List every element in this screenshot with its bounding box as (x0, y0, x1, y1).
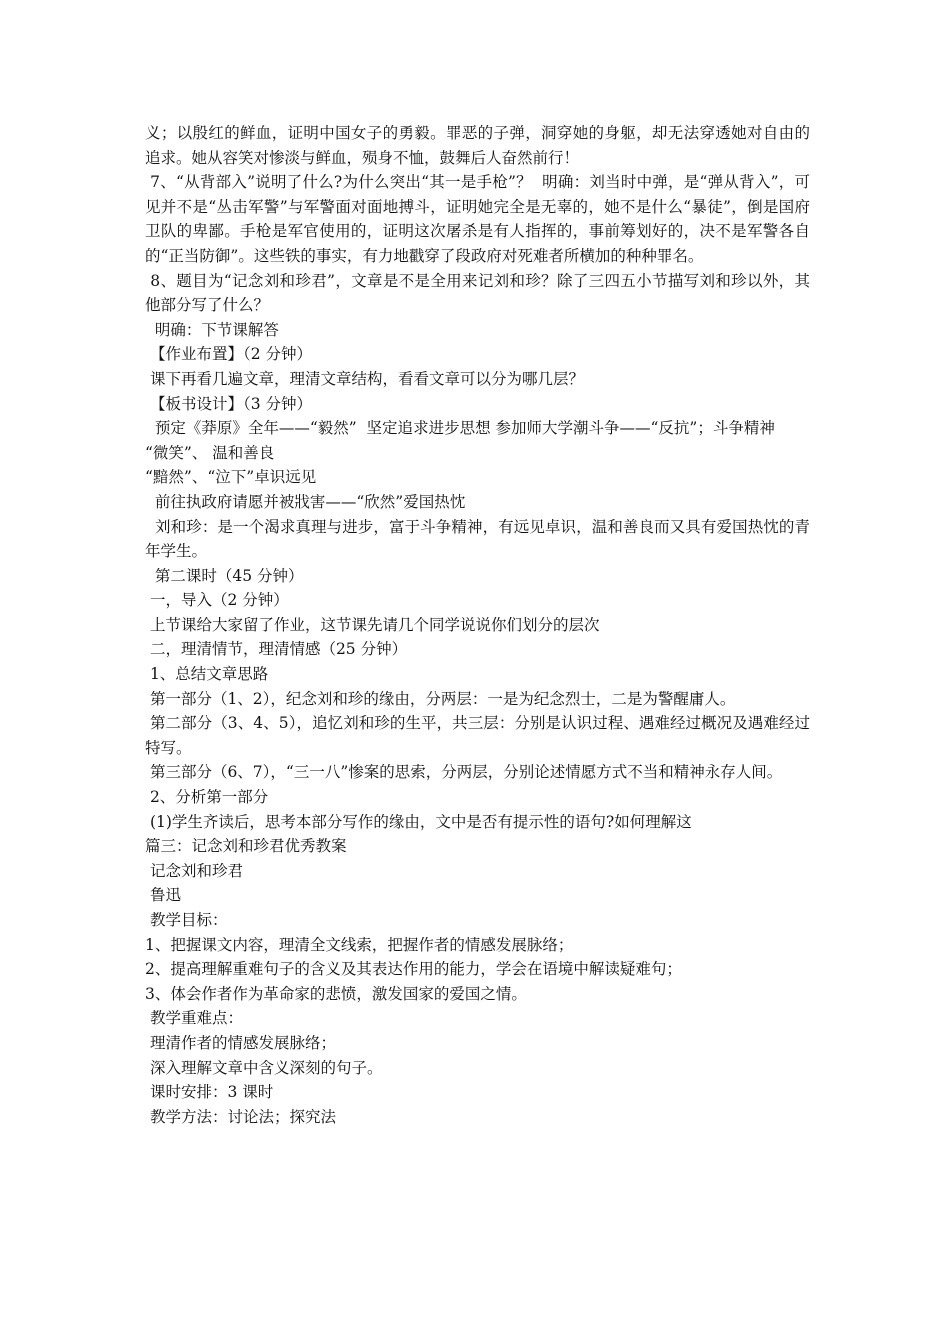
paragraph: “微笑”、 温和善良 (145, 443, 275, 462)
paragraph: 3、体会作者作为革命家的悲愤，激发国家的爱国之情。 (145, 984, 527, 1003)
paragraph: 2、提高理解重难句子的含义及其表达作用的能力，学会在语境中解读疑难句； (145, 960, 682, 979)
paragraph: 课时安排：3 课时 (145, 1083, 274, 1102)
paragraph: 教学重难点： (145, 1009, 243, 1028)
paragraph: 理清作者的情感发展脉络； (145, 1033, 336, 1052)
paragraph: 前往执政府请愿并被戕害——“欣然”爱国热忱 (145, 492, 466, 511)
paragraph: 1、总结文章思路 (145, 665, 269, 684)
section-heading: 第二课时（45 分钟） (145, 566, 304, 585)
paragraph: 2、分析第一部分 (145, 788, 269, 807)
document-body (145, 121, 810, 1129)
paragraph: 第二部分（3、4、5），追忆刘和珍的生平，共三层：分别是认识过程、遇难经过概况及遇难经过特写。 (145, 714, 810, 757)
paragraph: 明确：下节课解答 (145, 320, 279, 339)
paragraph: 第一部分（1、2），纪念刘和珍的缘由，分两层：一是为纪念烈士，二是为警醒庸人。 (145, 689, 736, 708)
paragraph: 深入理解文章中含义深刻的句子。 (145, 1058, 383, 1077)
paragraph: 1、把握课文内容，理清全文线索，把握作者的情感发展脉络； (145, 935, 574, 954)
paragraph: 教学目标： (145, 911, 228, 929)
paragraph: 7、“从背部入”说明了什么?为什么突出“其一是手枪”？ 明确：刘当时中弹，是“弹从背入”，可见并不是“丛击军警”与军警面对面地搏斗，证明她完全是无辜的，她不是什么“暴徒”，倒是国府卫队的卑鄙。手枪是军官使用的，证明这次屠杀是有人指挥的，事前筹划好的，决不是军警各自的“正当防御”。这些铁的事实，有力地戳穿了段政府对死难者所横加的种种罪名。 (145, 173, 810, 265)
section-heading: 【作业布置】（2 分钟） (145, 345, 312, 364)
paragraph: 教学方法：讨论法；探究法 (145, 1107, 336, 1126)
paragraph: 上节课给大家留了作业，这节课先请几个同学说说你们划分的层次 (145, 615, 600, 634)
paragraph: (1)学生齐读后，思考本部分写作的缘由，文中是否有提示性的语句?如何理解这 (145, 812, 692, 831)
section-heading: 二，理清情节，理清情感（25 分钟） (145, 640, 408, 659)
section-title: 篇三：记念刘和珍君优秀教案 (145, 837, 347, 856)
section-heading: 一，导入（2 分钟） (145, 591, 289, 610)
paragraph: 8、题目为“记念刘和珍君”，文章是不是全用来记刘和珍？除了三四五小节描写刘和珍以外，其他部分写了什么？ (145, 271, 810, 315)
paragraph: 义；以殷红的鲜血，证明中国女子的勇毅。罪恶的子弹，洞穿她的身躯，却无法穿透她对自由的追求。她从容笑对惨淡与鲜血，殒身不恤，鼓舞后人奋然前行！ (145, 124, 810, 167)
paragraph: 鲁迅 (145, 886, 181, 905)
paragraph: “黯然”、“泣下”卓识远见 (145, 468, 317, 487)
section-heading: 【板书设计】（3 分钟） (145, 394, 312, 413)
paragraph: 课下再看几遍文章，理清文章结构，看看文章可以分为哪几层？ (145, 369, 584, 388)
paragraph: 记念刘和珍君 (145, 861, 243, 880)
paragraph: 第三部分（6、7），“三一八”惨案的思索，分两层，分别论述情愿方式不当和精神永存人间。 (145, 763, 783, 782)
paragraph: 预定《莽原》全年——“毅然” 坚定追求进步思想 参加师大学潮斗争——“反抗”；斗争精神 (145, 419, 775, 438)
paragraph: 刘和珍：是一个渴求真理与进步，富于斗争精神，有远见卓识，温和善良而又具有爱国热忱的青年学生。 (145, 517, 810, 561)
